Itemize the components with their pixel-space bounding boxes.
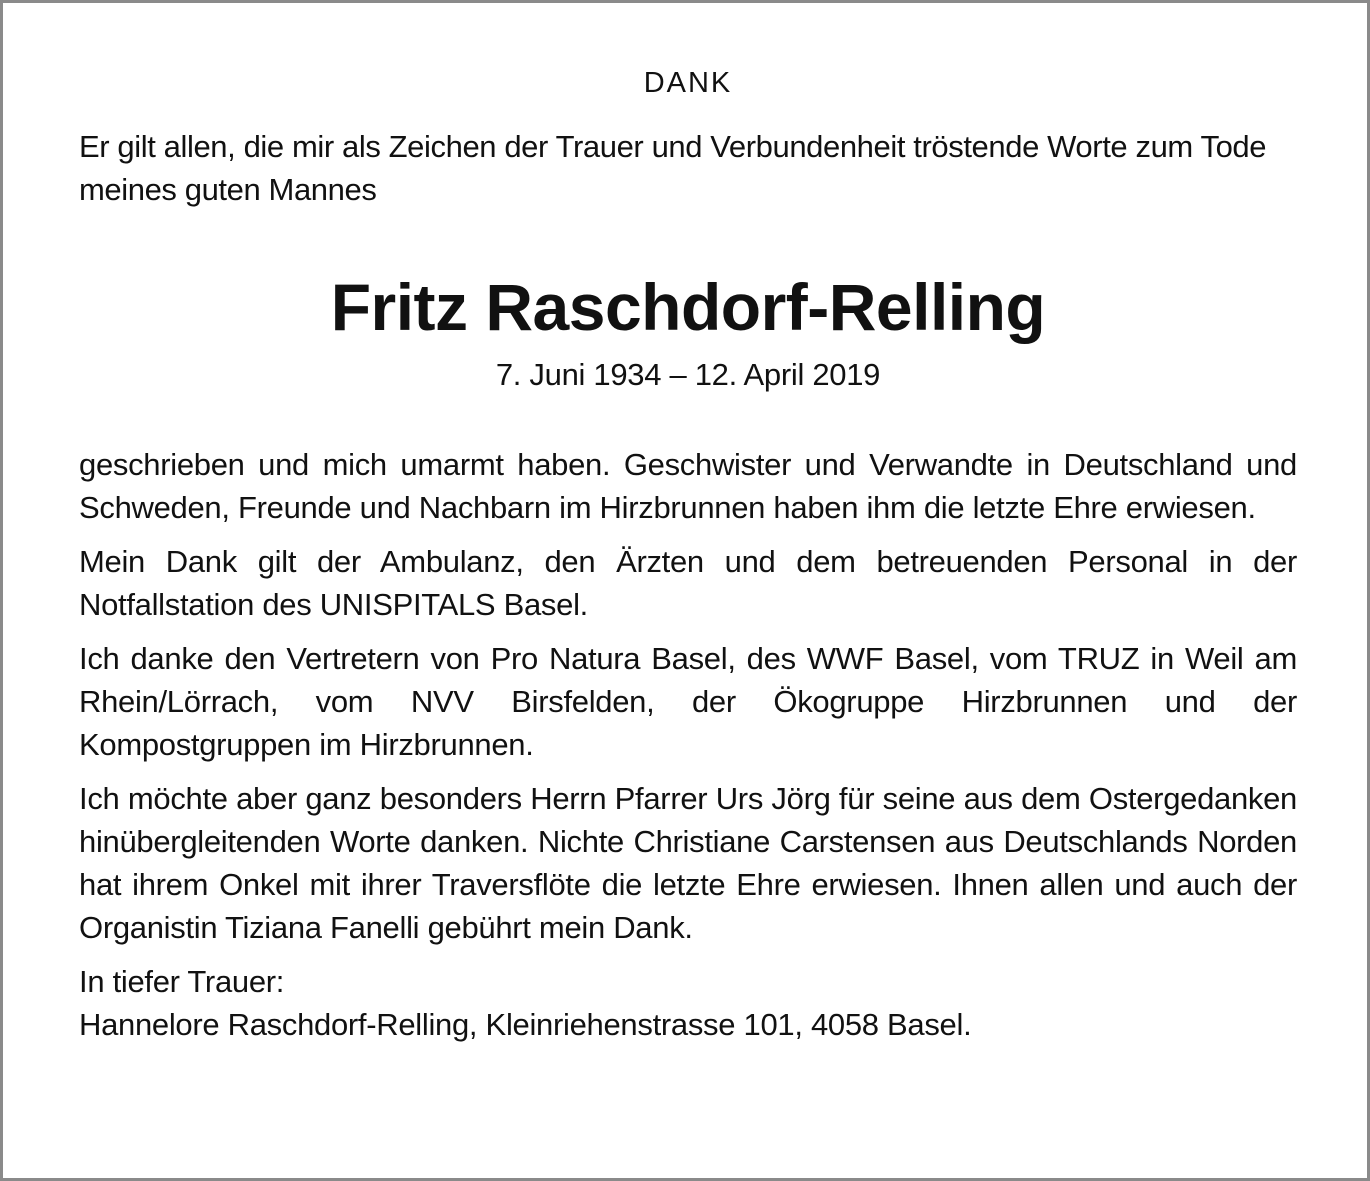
notice-content xyxy=(79,63,1297,1046)
paragraph-thanks-organizations: Ich danke den Vertretern von Pro Natura Basel, des WWF Basel, vom TRUZ in Weil am Rhein/Lörrach, vom NVV Birsfelden, der Ökogruppe Hirzbrunnen und der Kompostgruppen im Hirzbrunnen. xyxy=(79,641,1297,762)
intro-text: Er gilt allen, die mir als Zeichen der Trauer und Verbundenheit tröstende Worte zum Tode meines guten Mannes xyxy=(79,129,1267,207)
notice-heading: DANK xyxy=(643,67,733,99)
paragraph-thanks-hospital: Mein Dank gilt der Ambulanz, den Ärzten und dem betreuenden Personal in der Notfallstation des UNISPITALS Basel. xyxy=(79,544,1297,622)
paragraph-thanks-ceremony: Ich möchte aber ganz besonders Herrn Pfarrer Urs Jörg für seine aus dem Ostergedanken hinübergleitenden Worte danken. Nichte Christiane Carstensen aus Deutschlands Norden hat ihrem Onkel mit ihrer Traversflöte die letzte Ehre erwiesen. Ihnen allen und auch der Organistin Tiziana Fanelli gebührt mein Dank. xyxy=(79,781,1297,945)
closing-block xyxy=(79,960,1297,1046)
paragraph-thanks-family: geschrieben und mich umarmt haben. Geschwister und Verwandte in Deutschland und Schweden, Freunde und Nachbarn im Hirzbrunnen haben ihm die letzte Ehre erwiesen. xyxy=(79,447,1297,525)
signature-line: Hannelore Raschdorf-Relling, Kleinriehenstrasse 101, 4058 Basel. xyxy=(79,1007,972,1042)
deceased-name: Fritz Raschdorf-Relling xyxy=(330,270,1046,344)
life-dates: 7. Juni 1934 – 12. April 2019 xyxy=(495,357,881,392)
closing-line: In tiefer Trauer: xyxy=(79,964,285,999)
